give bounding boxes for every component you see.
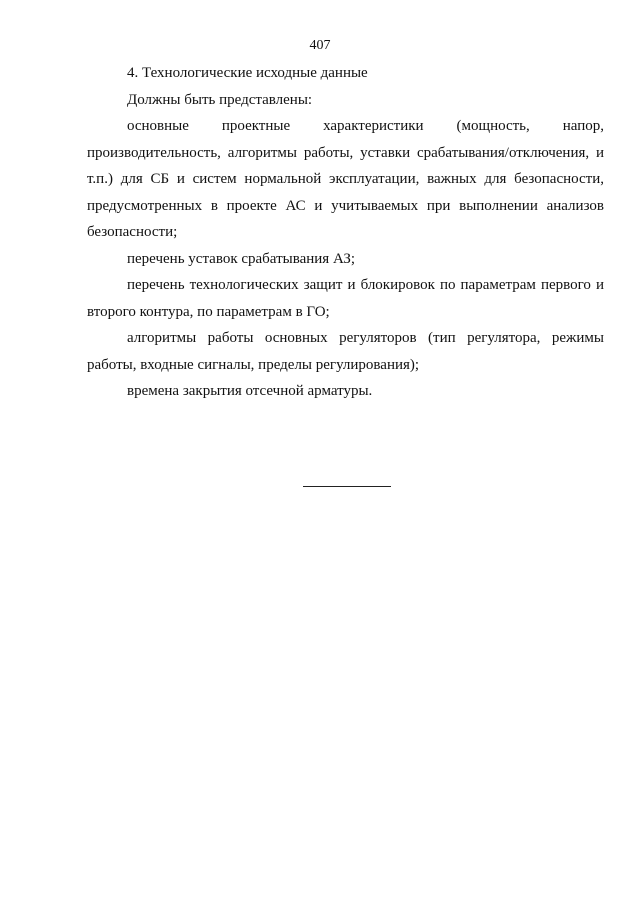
section-heading: 4. Технологические исходные данные [127,65,368,81]
page-number: 407 [309,38,331,53]
paragraph-regulator-algorithms: алгоритмы работы основных регуляторов (тип регулятора, режимы работы, входные сигналы, пределы регулирования); [87,330,604,373]
section-intro: Должны быть представлены: [127,91,313,108]
paragraph-design-characteristics: основные проектные характеристики (мощность, напор, производительность, алгоритмы работы, уставки срабатывания/отключения, и т.п.) для СБ и систем нормальной эксплуатации, важных для безопасности, предусмотренных в проекте АС и учитываемых при выполнении анализов безопасности; [87,118,604,240]
paragraph-protections-interlocks: перечень технологических защит и блокировок по параметрам первого и второго контура, по параметрам в ГО; [87,277,604,320]
document-body [87,60,604,405]
end-separator-line [303,486,391,487]
paragraph-valve-closing-times: времена закрытия отсечной арматуры. [127,383,373,399]
paragraph-az-setpoints: перечень уставок срабатывания АЗ; [127,250,356,267]
